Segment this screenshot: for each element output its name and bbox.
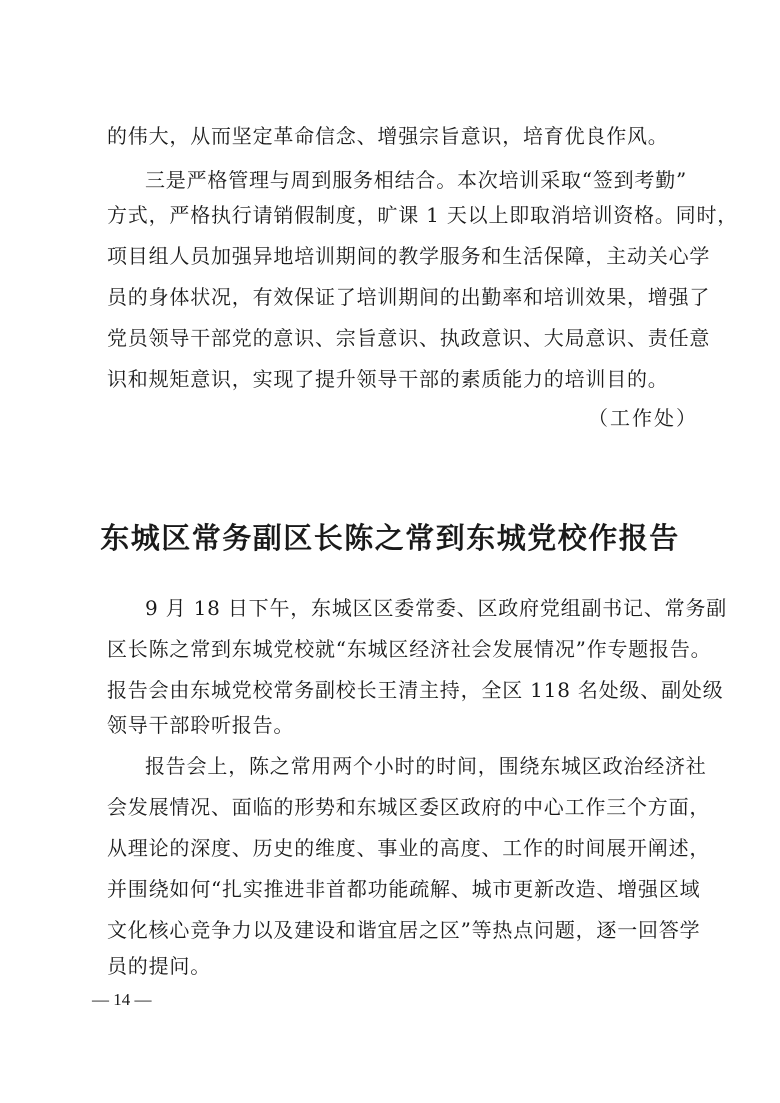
body-text-line: 的伟大，从而坚定革命信念、增强宗旨意识，培育优良作风。: [107, 124, 669, 148]
body-text-line: 并围绕如何“扎实推进非首都功能疏解、城市更新改造、增强区域: [107, 877, 701, 901]
body-text-line: 从理论的深度、历史的维度、事业的高度、工作的时间展开阐述，: [107, 836, 711, 860]
body-text-line: 员的提问。: [107, 954, 211, 978]
body-text-line: 三是严格管理与周到服务相结合。本次培训采取“签到考勤”: [145, 168, 688, 192]
body-text-line: 9 月 18 日下午，东城区区委常委、区政府党组副书记、常务副: [145, 596, 728, 620]
body-text-line: 识和规矩意识，实现了提升领导干部的素质能力的培训目的。: [107, 367, 669, 391]
body-text-line: 项目组人员加强异地培训期间的教学服务和生活保障，主动关心学: [107, 244, 711, 268]
author-signature: （工作处）: [588, 406, 698, 430]
body-text-line: 党员领导干部党的意识、宗旨意识、执政意识、大局意识、责任意: [107, 326, 711, 350]
body-text-line: 文化核心竞争力以及建设和谐宜居之区”等热点问题，逐一回答学: [107, 918, 701, 942]
body-text-line: 区长陈之常到东城党校就“东城区经济社会发展情况”作专题报告。: [107, 637, 712, 661]
body-text-line: 报告会由东城党校常务副校长王清主持，全区 118 名处级、副处级: [107, 678, 724, 702]
body-text-line: 方式，严格执行请销假制度，旷课 1 天以上即取消培训资格。同时，: [107, 203, 739, 227]
page-number: — 14 —: [92, 990, 152, 1009]
body-text-line: 领导干部聆听报告。: [107, 713, 295, 737]
body-text-line: 员的身体状况，有效保证了培训期间的出勤率和培训效果，增强了: [107, 285, 711, 309]
body-text-line: 报告会上，陈之常用两个小时的时间，围绕东城区政治经济社: [145, 754, 707, 778]
article-title: 东城区常务副区长陈之常到东城党校作报告: [100, 521, 680, 555]
body-text-line: 会发展情况、面临的形势和东城区委区政府的中心工作三个方面，: [107, 795, 711, 819]
